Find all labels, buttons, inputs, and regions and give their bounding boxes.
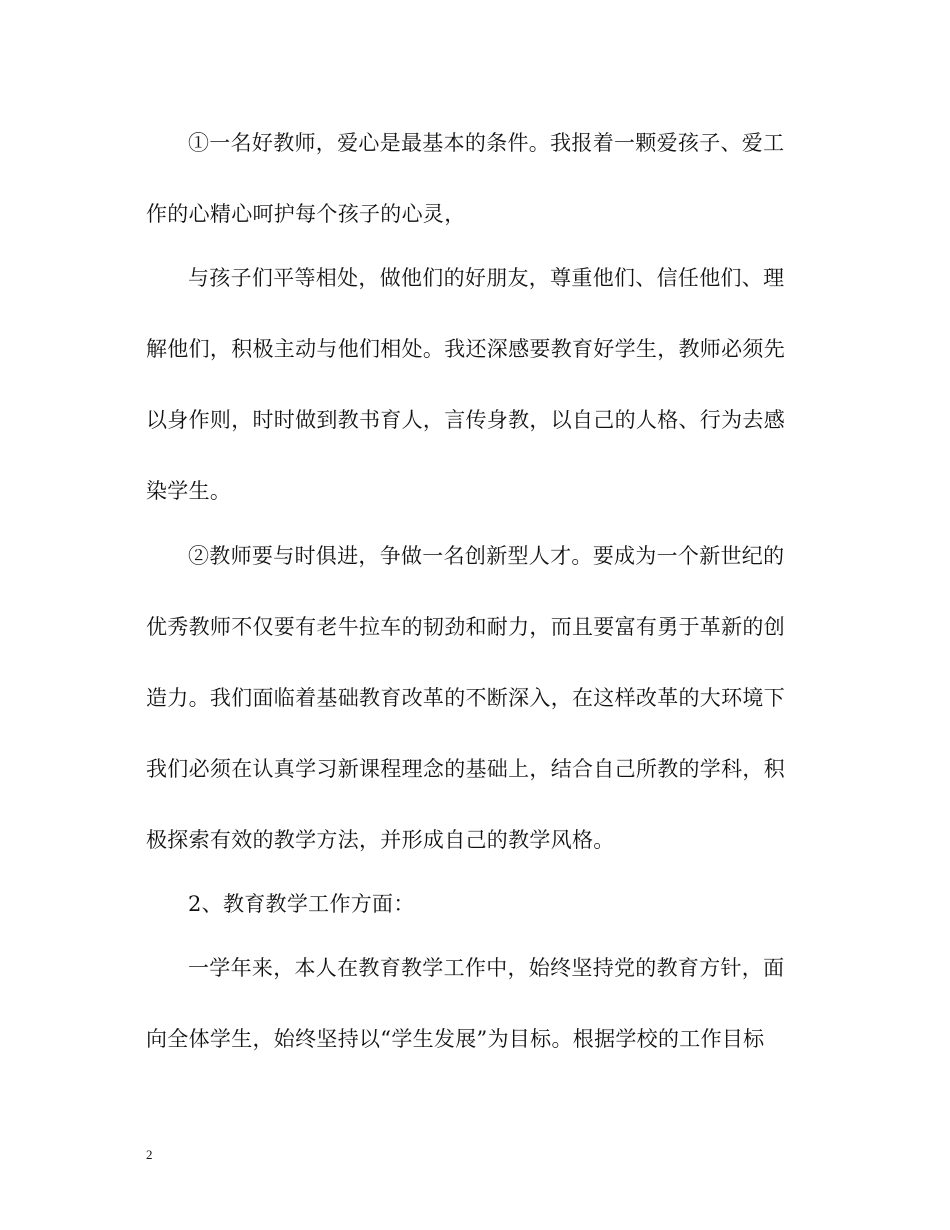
paragraph-3-line-3: 造力。我们面临着基础教育改革的不断深入，在这样改革的大环境下 (146, 686, 785, 710)
paragraph-4-line-2: 向全体学生，始终坚持以“学生发展”为目标。根据学校的工作目标 (146, 1027, 765, 1051)
paragraph-2-line-4: 染学生。 (146, 479, 232, 503)
paragraph-4-line-1: 一学年来，本人在教育教学工作中，始终坚持党的教育方针，面 (188, 956, 785, 980)
paragraph-1-line-1: ①一名好教师，爱心是最基本的条件。我报着一颗爱孩子、爱工 (188, 131, 785, 155)
paragraph-3-line-1: ②教师要与时俱进，争做一名创新型人才。要成为一个新世纪的 (188, 544, 785, 568)
paragraph-2-line-3: 以身作则，时时做到教书育人，言传身教，以自己的人格、行为去感 (146, 408, 785, 432)
paragraph-3-line-2: 优秀教师不仅要有老牛拉车的韧劲和耐力，而且要富有勇于革新的创 (146, 615, 785, 639)
paragraph-3-line-5: 极探索有效的教学方法，并形成自己的教学风格。 (146, 828, 615, 852)
page-number: 2 (146, 1147, 153, 1162)
paragraph-2-line-2: 解他们，积极主动与他们相处。我还深感要教育好学生，教师必须先 (146, 337, 785, 361)
paragraph-3-line-4: 我们必须在认真学习新课程理念的基础上，结合自己所教的学科，积 (146, 757, 785, 781)
section-heading: 2、教育教学工作方面： (188, 892, 415, 916)
paragraph-1-line-2: 作的心精心呵护每个孩子的心灵， (146, 202, 466, 226)
paragraph-2-line-1: 与孩子们平等相处，做他们的好朋友，尊重他们、信任他们、理 (188, 266, 785, 290)
